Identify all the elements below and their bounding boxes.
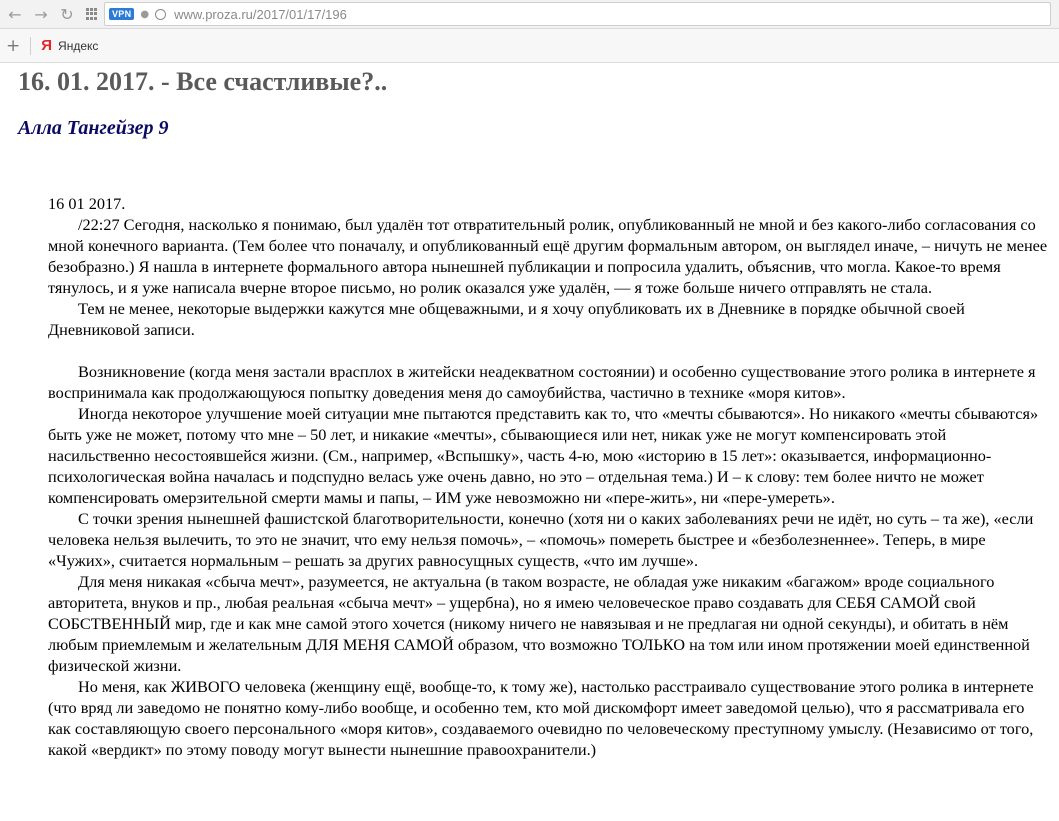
blank-line (48, 340, 1048, 361)
paragraph: Иногда некоторое улучшение моей ситуации мне пытаются представить как то, что «мечты сбываются». Но никакого «мечты сбываются» быть уже не может, потому что мне – 50 лет, и никакие «мечты», сбывающиеся или нет, никак уже не могут компенсировать этой насильственно несостоявшейся жизни. (См., например, «Вспышку», часть 4-ю, мою «историю в 15 лет»: оказывается, информационно-психологическая война началась и подспудно велась уже очень давно, но это – отдельная тема.) И – к слову: тем более ничто не может компенсировать омерзительной смерти мамы и папы, – ИМ уже невозможно ни «пере-жить», ни «пере-умереть». (48, 404, 1039, 507)
separator-dot-icon: ● (140, 8, 150, 20)
paragraph: Для меня никакая «сбыча мечт», разумеется, не актуальна (в таком возрасте, не обладая уже никаким «багажом» вроде социального авторитета, внуков и пр., любая реальная «сбыча мечт» – ущербна), но я имею человеческое право создавать для СЕБЯ САМОЙ свой СОБСТВЕННЫЙ мир, где и как мне самой этого хочется (никому ничего не навязывая и не предлагая ни одной секунды), и обитать в нём любым приемлемым и желательным ДЛЯ МЕНЯ САМОЙ образом, что возможно ТОЛЬКО на том или ином протяжении моей единственной физической жизни. (48, 572, 1030, 675)
paragraph: С точки зрения нынешней фашистской благотворительности, конечно (хотя ни о каких заболеваниях речи не идёт, но суть – та же), «если человека нельзя вылечить, то это не значит, что ему нельзя помочь», – «помочь» помереть быстрее и «безболезненнее». Теперь, в мире «Чужих», считается нормальным – решать за других равносущных существ, «что им лучше». (48, 509, 1034, 570)
reload-icon[interactable]: ↻ (60, 4, 74, 24)
article-body (48, 193, 1048, 760)
paragraph: Возникновение (когда меня застали врасплох в житейски неадекватном состоянии) и особенно существование этого ролика в интернете я воспринимала как продолжающуюся попытку доведения меня до самоубийства, частично в технике «моря китов». (48, 362, 1036, 402)
date-line: 16 01 2017. (48, 194, 126, 213)
page-title: 16. 01. 2017. - Все счастливые?.. (18, 67, 388, 96)
author-link[interactable]: Алла Тангейзер 9 (18, 117, 169, 139)
add-bookmark-icon[interactable]: + (6, 35, 21, 56)
article (0, 67, 1059, 760)
paragraph: Тем не менее, некоторые выдержки кажутся мне общеважными, и я хочу опубликовать их в Дневнике в порядке обычной своей Дневниковой записи. (48, 299, 965, 339)
speed-dial-grid-icon[interactable] (86, 8, 98, 20)
globe-icon (155, 9, 166, 20)
divider (30, 37, 31, 55)
bookmark-yandex[interactable]: Яндекс (58, 38, 99, 53)
bookmarks-bar (0, 29, 1059, 63)
forward-arrow-icon[interactable]: → (34, 4, 48, 24)
browser-toolbar (0, 0, 1059, 29)
yandex-logo-icon[interactable]: Я (41, 37, 53, 54)
back-arrow-icon[interactable]: ← (8, 4, 22, 24)
paragraph: /22:27 Сегодня, насколько я понимаю, был удалён тот отвратительный ролик, опубликованный не мной и без какого-либо согласования со мной конечного варианта. (Тем более что поначалу, и опубликованный ещё другим формальным автором, он выглядел иначе, – ничуть не менее безобразно.) Я нашла в интернете формального автора нынешней публикации и попросила удалить, объяснив, что могла. Какое-то время тянулось, и я уже написала вчерне второе письмо, но ролик оказался уже удалён, — я тоже больше ничего отправлять не стала. (48, 215, 1048, 297)
vpn-badge[interactable]: VPN (109, 8, 134, 20)
paragraph: Но меня, как ЖИВОГО человека (женщину ещё, вообще-то, к тому же), настолько расстраивало существование этого ролика в интернете (что вряд ли заведомо не понятно кому-либо вообще, и особенно тем, кто мой дискомфорт имеет заведомой целью), что я рассматривала его как составляющую своего персонального «моря китов», создаваемого очевидно по человеческому преступному умыслу. (Независимо от того, какой «вердикт» по этому поводу могут вынести нынешние правоохранители.) (48, 677, 1034, 759)
url-text[interactable]: www.proza.ru/2017/01/17/196 (174, 6, 347, 22)
address-bar[interactable] (104, 2, 1051, 26)
